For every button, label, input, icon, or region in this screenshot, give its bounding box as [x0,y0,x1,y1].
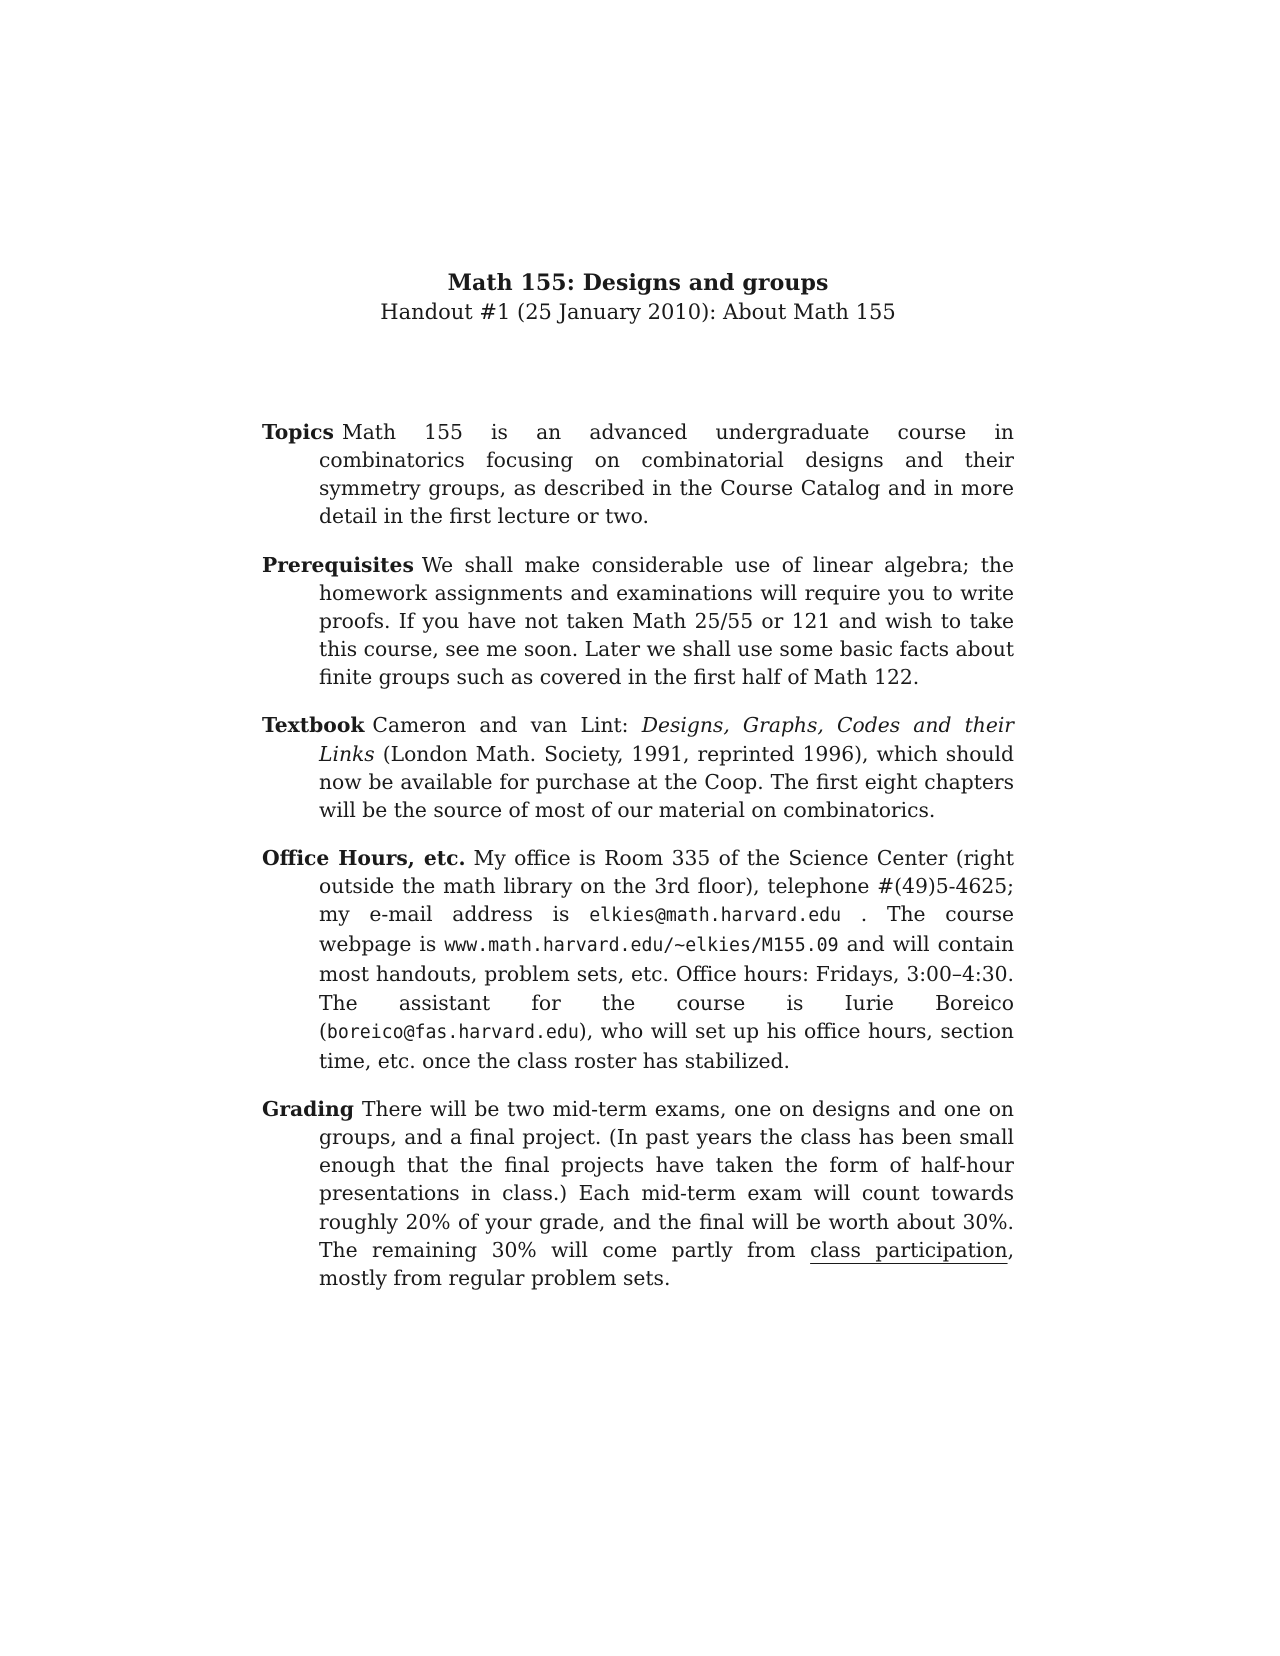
section-heading-topics: Topics [262,420,334,444]
section-heading-grading: Grading [262,1097,354,1122]
grading-text-2: , mostly from regular problem sets. [319,1237,1015,1290]
handout-header [262,268,1014,326]
page-title: Math 155: Designs and groups [447,270,829,296]
textbook-title: Designs, Graphs, Codes and their Links [319,713,1015,766]
grading-text-1: There will be two mid-term exams, one on designs and one on groups, and a final project. (In past years the class has been small enough that the final projects have taken the form of half-hour presentations in class.) Each mid-term exam will count towards roughly 20% of your grade, and the final will be worth about 30%. The remaining 30% will come partly from [319,1097,1014,1262]
textbook-text-before: Cameron and van Lint: [372,713,629,738]
handout-page [262,268,1014,1309]
section-prerequisites [262,551,1014,691]
course-webpage: www.math.harvard.edu/~elkies/M155.09 [444,935,839,957]
section-text-prerequisites: We shall make considerable use of linear algebra; the homework assignments and examinations will require you to write proofs. If you have not taken Math 25/55 or 121 and wish to take this course, see me soon. Later we shall use some basic facts about finite groups such as covered in the first half of Math 122. [319,552,1014,690]
section-heading-prerequisites: Prerequisites [262,552,414,577]
office-text-3: and will contain most handouts, problem sets, etc. Office hours: Fridays, 3:00–4:30. The assistant for the course is Iurie Boreico ( [319,932,1015,1043]
sections-list [262,418,1014,1292]
class-participation-underlined: class participation [810,1237,1008,1262]
section-heading-textbook: Textbook [262,713,365,738]
textbook-text-after: (London Math. Society, 1991, reprinted 1996), which should now be available for purchase at the Coop. The first eight chapters will be the source of most of our material on combinatorics. [319,741,1015,822]
page-subtitle: Handout #1 (25 January 2010): About Math 155 [380,300,896,324]
office-text-2: . The course webpage is [319,902,1015,957]
section-office-hours [262,844,1014,1075]
office-text-1: My office is Room 335 of the Science Center (right outside the math library on the 3rd floor), telephone #(49)5-4625; my e-mail address is [319,846,1014,927]
assistant-email: boreico@fas.harvard.edu [326,1021,579,1043]
instructor-email: elkies@math.harvard.edu [589,905,842,927]
office-text-4: ), who will set up his office hours, section time, etc. once the class roster has stabilized. [319,1018,1014,1073]
section-textbook [262,711,1014,823]
section-topics [262,418,1014,530]
section-text-topics: Math 155 is an advanced undergraduate course in combinatorics focusing on combinatorial designs and their symmetry groups, as described in the Course Catalog and in more detail in the first lecture or two. [319,420,1014,529]
section-heading-office-hours: Office Hours, etc. [262,846,466,871]
section-grading [262,1095,1014,1292]
